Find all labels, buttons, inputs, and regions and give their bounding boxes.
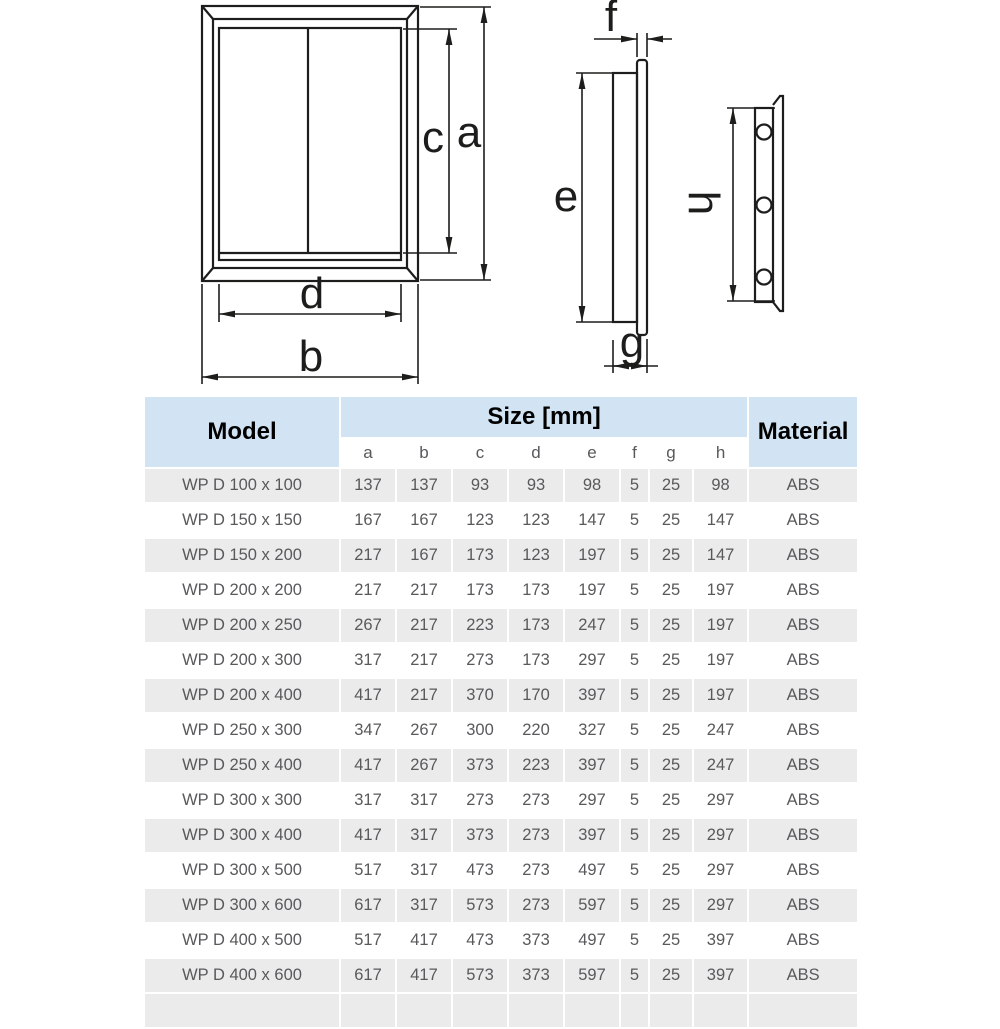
size-subheader-d: d [509,439,563,467]
size-cell-g: 25 [650,854,692,887]
size-cell-c: 573 [453,959,507,992]
miter-top-right [407,6,418,19]
size-cell-h: 397 [694,924,747,957]
size-cell-a: 137 [341,469,395,502]
size-cell-d: 273 [509,784,563,817]
size-cell-c: 473 [453,924,507,957]
rear-view [755,96,783,311]
size-cell-g: 25 [650,469,692,502]
size-cell-b: 167 [397,504,451,537]
size-cell-c: 373 [453,819,507,852]
material-cell: ABS [749,539,857,572]
size-cell-a: 417 [341,819,395,852]
material-cell: ABS [749,784,857,817]
size-cell-d: 373 [509,924,563,957]
size-cell-c: 300 [453,714,507,747]
technical-drawing [0,0,1000,396]
size-subheader-h: h [694,439,747,467]
size-cell-f: 5 [621,854,648,887]
table-row [145,574,857,607]
size-cell-b: 267 [397,714,451,747]
material-cell: ABS [749,644,857,677]
clip-hole-top [757,125,772,140]
dim-label-g: g [619,318,645,367]
material-cell: ABS [749,574,857,607]
empty-cell [397,994,451,1027]
size-cell-e: 597 [565,959,619,992]
miter-bottom-left [202,268,213,281]
clip-hole-middle [757,198,772,213]
size-cell-e: 197 [565,539,619,572]
size-cell-a: 347 [341,714,395,747]
table-row [145,819,857,852]
empty-cell [650,994,692,1027]
table-row [145,469,857,502]
model-cell: WP D 250 x 400 [145,749,339,782]
dim-label-b: b [298,332,324,381]
size-cell-g: 25 [650,574,692,607]
model-cell: WP D 250 x 300 [145,714,339,747]
size-cell-g: 25 [650,819,692,852]
size-cell-b: 267 [397,749,451,782]
size-cell-a: 217 [341,539,395,572]
size-cell-e: 327 [565,714,619,747]
table-row [145,889,857,922]
size-cell-d: 93 [509,469,563,502]
empty-cell [145,994,339,1027]
table-row [145,714,857,747]
size-subheader-c: c [453,439,507,467]
miter-top-left [202,6,213,19]
material-cell: ABS [749,504,857,537]
size-cell-h: 197 [694,644,747,677]
rear-flange [773,96,783,311]
material-cell: ABS [749,854,857,887]
size-cell-b: 217 [397,644,451,677]
material-cell: ABS [749,819,857,852]
size-cell-g: 25 [650,784,692,817]
front-view [202,6,418,281]
front-view-dimensions [202,7,491,384]
size-cell-a: 517 [341,854,395,887]
size-subheader-e: e [565,439,619,467]
size-cell-b: 417 [397,959,451,992]
material-cell: ABS [749,959,857,992]
size-cell-d: 273 [509,889,563,922]
size-cell-d: 123 [509,504,563,537]
size-cell-e: 98 [565,469,619,502]
table-row [145,609,857,642]
size-cell-f: 5 [621,749,648,782]
size-cell-f: 5 [621,924,648,957]
size-cell-e: 597 [565,889,619,922]
table-row [145,749,857,782]
size-cell-h: 98 [694,469,747,502]
size-cell-g: 25 [650,714,692,747]
size-cell-a: 417 [341,679,395,712]
size-cell-d: 173 [509,609,563,642]
size-cell-h: 247 [694,749,747,782]
size-cell-e: 497 [565,854,619,887]
front-opening [219,28,401,260]
size-cell-f: 5 [621,644,648,677]
col-header-model: Model [145,397,339,467]
size-cell-h: 297 [694,784,747,817]
size-cell-g: 25 [650,644,692,677]
size-cell-f: 5 [621,819,648,852]
size-cell-b: 317 [397,784,451,817]
model-cell: WP D 400 x 600 [145,959,339,992]
size-cell-c: 93 [453,469,507,502]
size-cell-d: 273 [509,819,563,852]
size-cell-g: 25 [650,959,692,992]
model-cell: WP D 200 x 400 [145,679,339,712]
size-cell-h: 297 [694,819,747,852]
size-cell-f: 5 [621,469,648,502]
size-cell-g: 25 [650,924,692,957]
material-cell: ABS [749,469,857,502]
size-cell-h: 297 [694,889,747,922]
size-cell-d: 223 [509,749,563,782]
material-cell: ABS [749,714,857,747]
dimension-labels [299,0,728,381]
model-cell: WP D 300 x 500 [145,854,339,887]
size-cell-c: 573 [453,889,507,922]
size-cell-d: 220 [509,714,563,747]
empty-cell [694,994,747,1027]
size-subheader-g: g [650,439,692,467]
dim-label-d: d [299,269,325,318]
size-cell-e: 147 [565,504,619,537]
model-cell: WP D 200 x 200 [145,574,339,607]
size-cell-h: 147 [694,539,747,572]
empty-cell [621,994,648,1027]
model-cell: WP D 400 x 500 [145,924,339,957]
model-cell: WP D 200 x 300 [145,644,339,677]
size-cell-g: 25 [650,889,692,922]
size-cell-c: 123 [453,504,507,537]
size-cell-g: 25 [650,539,692,572]
size-cell-d: 170 [509,679,563,712]
front-outer-frame [202,6,418,281]
dim-label-e: e [553,172,579,221]
size-cell-h: 397 [694,959,747,992]
material-cell: ABS [749,889,857,922]
size-cell-a: 217 [341,574,395,607]
size-cell-h: 147 [694,504,747,537]
size-cell-f: 5 [621,959,648,992]
size-cell-b: 217 [397,679,451,712]
size-cell-a: 617 [341,959,395,992]
size-cell-c: 370 [453,679,507,712]
col-header-material: Material [749,397,857,467]
size-cell-g: 25 [650,504,692,537]
table-row [145,539,857,572]
size-cell-h: 197 [694,574,747,607]
size-cell-a: 267 [341,609,395,642]
size-cell-b: 317 [397,889,451,922]
empty-cell [565,994,619,1027]
model-cell: WP D 100 x 100 [145,469,339,502]
dim-label-c: c [422,113,444,162]
size-cell-f: 5 [621,679,648,712]
miter-bottom-right [407,268,418,281]
size-cell-c: 273 [453,784,507,817]
size-cell-b: 417 [397,924,451,957]
dim-label-f: f [604,0,618,41]
model-cell: WP D 300 x 300 [145,784,339,817]
size-cell-c: 473 [453,854,507,887]
size-cell-a: 317 [341,784,395,817]
size-cell-e: 297 [565,784,619,817]
size-cell-b: 317 [397,819,451,852]
table-row [145,784,857,817]
size-cell-b: 167 [397,539,451,572]
model-cell: WP D 300 x 600 [145,889,339,922]
spec-table-body [145,469,857,1027]
table-row [145,644,857,677]
model-cell: WP D 150 x 150 [145,504,339,537]
dim-label-a: a [456,108,482,157]
side-front-plate [637,60,647,335]
size-cell-g: 25 [650,679,692,712]
front-bevel-frame [213,19,407,268]
model-cell: WP D 200 x 250 [145,609,339,642]
empty-cell [453,994,507,1027]
size-cell-b: 217 [397,609,451,642]
size-cell-d: 173 [509,644,563,677]
size-cell-b: 217 [397,574,451,607]
table-row [145,924,857,957]
model-cell: WP D 300 x 400 [145,819,339,852]
size-cell-d: 373 [509,959,563,992]
size-cell-f: 5 [621,714,648,747]
size-cell-b: 137 [397,469,451,502]
size-cell-g: 25 [650,609,692,642]
size-cell-e: 397 [565,819,619,852]
size-cell-c: 273 [453,644,507,677]
size-cell-e: 197 [565,574,619,607]
size-cell-c: 373 [453,749,507,782]
side-body [613,73,637,322]
size-cell-f: 5 [621,889,648,922]
table-row [145,679,857,712]
table-row [145,504,857,537]
size-subheader-b: b [397,439,451,467]
clip-hole-bottom [757,270,772,285]
size-cell-c: 223 [453,609,507,642]
size-cell-d: 123 [509,539,563,572]
size-cell-e: 297 [565,644,619,677]
size-cell-a: 617 [341,889,395,922]
table-row [145,854,857,887]
model-cell: WP D 150 x 200 [145,539,339,572]
table-row-partial [145,994,857,1027]
spec-table [143,395,859,1029]
material-cell: ABS [749,924,857,957]
size-cell-e: 497 [565,924,619,957]
col-header-size: Size [mm] [341,397,747,437]
material-cell: ABS [749,609,857,642]
size-cell-a: 417 [341,749,395,782]
size-cell-e: 397 [565,679,619,712]
empty-cell [749,994,857,1027]
size-cell-a: 517 [341,924,395,957]
size-cell-a: 167 [341,504,395,537]
size-cell-f: 5 [621,609,648,642]
empty-cell [509,994,563,1027]
dim-label-h: h [679,190,728,216]
size-cell-h: 197 [694,679,747,712]
size-subheader-f: f [621,439,648,467]
size-cell-b: 317 [397,854,451,887]
size-cell-c: 173 [453,574,507,607]
table-row [145,959,857,992]
size-cell-d: 173 [509,574,563,607]
size-cell-e: 247 [565,609,619,642]
size-cell-f: 5 [621,504,648,537]
size-cell-h: 247 [694,714,747,747]
size-cell-h: 297 [694,854,747,887]
material-cell: ABS [749,749,857,782]
size-cell-d: 273 [509,854,563,887]
size-cell-a: 317 [341,644,395,677]
size-cell-f: 5 [621,539,648,572]
empty-cell [341,994,395,1027]
size-cell-g: 25 [650,749,692,782]
size-cell-c: 173 [453,539,507,572]
material-cell: ABS [749,679,857,712]
side-view [613,60,647,335]
size-subheader-a: a [341,439,395,467]
size-cell-f: 5 [621,574,648,607]
size-cell-h: 197 [694,609,747,642]
size-cell-e: 397 [565,749,619,782]
size-cell-f: 5 [621,784,648,817]
